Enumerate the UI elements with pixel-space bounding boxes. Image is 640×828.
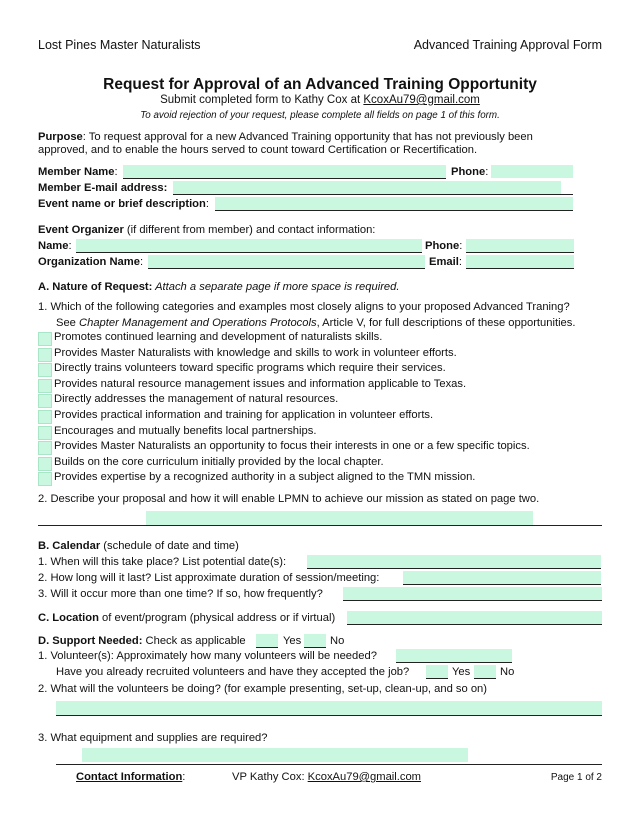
category-option-label: Provides Master Naturalists with knowledge and skills to work in volunteer efforts. (54, 346, 457, 359)
category-option-label: Provides expertise by a recognized authority in a subject aligned to the TMN mission. (54, 471, 476, 484)
organizer-email-underline (466, 268, 574, 269)
member-phone-label-text: Phone (451, 166, 486, 178)
footer-rule (56, 764, 602, 765)
section-a-heading (38, 281, 399, 293)
category-option-label: Directly addresses the management of natural resources. (54, 393, 339, 406)
section-c-heading (38, 612, 335, 624)
organizer-name-label (38, 240, 72, 252)
purpose-line1 (38, 131, 533, 143)
section-d-q1: 1. Volunteer(s): Approximately how many volunteers will be needed? (38, 650, 377, 662)
category-option-label: Promotes continued learning and development of naturalists skills. (54, 331, 383, 343)
footer-contact-label (76, 771, 185, 783)
header-form-name: Advanced Training Approval Form (413, 38, 602, 52)
category-option-label: Provides practical information and training for application in volunteer efforts. (54, 409, 434, 421)
location-field[interactable] (347, 611, 602, 624)
volunteer-tasks-underline (56, 715, 602, 716)
member-email-field[interactable] (173, 181, 561, 194)
category-checkbox[interactable] (38, 363, 52, 377)
dates-underline (307, 568, 601, 569)
event-field[interactable] (215, 197, 573, 210)
section-b-q3: 3. Will it occur more than one time? If so, how frequently? (38, 588, 323, 600)
organizer-phone-label (425, 240, 462, 252)
rejection-note: To avoid rejection of your request, please complete all fields on page 1 of this form. (140, 110, 500, 121)
recruited-yes-box[interactable] (426, 665, 448, 678)
recruited-yes-label: Yes (452, 666, 471, 678)
organization-name-label-text: Organization Name (38, 256, 140, 268)
member-email-underline (173, 194, 573, 195)
section-d-q3: 3. What equipment and supplies are required? (38, 732, 268, 744)
section-a-q2: 2. Describe your proposal and how it will enable LPMN to achieve our mission as stated on page two. (38, 493, 540, 505)
member-name-underline (123, 178, 446, 179)
organizer-name-underline (76, 252, 422, 253)
section-a-q1-line1: 1. Which of the following categories and examples most closely aligns to your proposed Advanced Traning? (38, 301, 570, 313)
organizer-heading-rest: (if different from member) and contact information: (123, 224, 376, 236)
submit-email-link[interactable]: KcoxAu79@gmail.com (363, 94, 480, 106)
support-no-label: No (330, 635, 345, 647)
volunteer-count-field[interactable] (396, 649, 512, 662)
proposal-description-field[interactable] (146, 511, 533, 525)
organization-name-field[interactable] (148, 255, 425, 268)
proposal-underline (38, 525, 602, 526)
purpose-line2: approved, and to enable the hours served to count toward Certification or Recertification. (38, 144, 478, 156)
organization-name-underline (148, 268, 425, 269)
category-checkbox[interactable] (38, 472, 52, 486)
category-checkbox[interactable] (38, 426, 52, 440)
organizer-phone-underline (466, 252, 574, 253)
q1-protocols-ref: Chapter Management and Operations Protocols (79, 317, 317, 329)
event-underline (215, 210, 573, 211)
purpose-label: Purpose (38, 131, 83, 143)
category-checkbox[interactable] (38, 441, 52, 455)
colon: : (68, 240, 72, 252)
event-label-text: Event name or brief description (38, 198, 206, 210)
organizer-phone-label-text: Phone (425, 240, 460, 252)
section-b-q2: 2. How long will it last? List approximate duration of session/meeting: (38, 572, 380, 584)
category-checkbox[interactable] (38, 410, 52, 424)
support-yes-label: Yes (283, 635, 302, 647)
submit-line (0, 94, 640, 106)
organization-name-label (38, 256, 143, 268)
footer-contact-label-text: Contact Information (76, 771, 183, 783)
support-yes-underline (256, 647, 278, 648)
organizer-heading-bold: Event Organizer (38, 224, 124, 236)
duration-field[interactable] (403, 571, 601, 584)
organizer-heading (38, 224, 375, 236)
section-d-q2: 2. What will the volunteers be doing? (for example presenting, set-up, clean-up, and so on) (38, 683, 487, 695)
frequency-field[interactable] (343, 587, 602, 600)
category-checkbox[interactable] (38, 457, 52, 471)
member-phone-label (451, 166, 488, 178)
section-a-heading-note: Attach a separate page if more space is required. (152, 281, 400, 293)
colon: : (459, 240, 463, 252)
member-name-label (38, 166, 118, 178)
support-no-box[interactable] (304, 634, 326, 647)
volunteer-tasks-field[interactable] (56, 701, 602, 715)
duration-underline (403, 584, 601, 585)
frequency-underline (343, 600, 602, 601)
section-d-heading-rest: Check as applicable (142, 635, 246, 647)
category-checkbox[interactable] (38, 332, 52, 346)
section-b-heading-bold: B. Calendar (38, 540, 101, 552)
footer-vp (232, 771, 421, 783)
category-option-label: Provides Master Naturalists an opportunity to focus their interests in one or a few specific topics. (54, 440, 530, 453)
page-number: Page 1 of 2 (550, 772, 602, 783)
colon: : (182, 771, 186, 783)
header-org: Lost Pines Master Naturalists (38, 38, 201, 52)
member-email-label (38, 182, 167, 194)
organizer-email-label (429, 256, 462, 268)
colon: : (458, 256, 462, 268)
section-a-q1-line2 (56, 317, 575, 329)
category-option-label: Builds on the core curriculum initially provided by the local chapter. (54, 455, 384, 468)
q1-line2-rest: , Article V, for full descriptions of these opportunities. (316, 317, 576, 329)
submit-prefix: Submit completed form to Kathy Cox at (160, 94, 364, 106)
organizer-email-field[interactable] (466, 255, 574, 268)
section-a-heading-bold: A. Nature of Request: (38, 281, 153, 293)
location-underline (347, 624, 602, 625)
section-b-q1: 1. When will this take place? List potential date(s): (38, 556, 287, 568)
volunteer-count-underline (396, 662, 512, 663)
q1-see: See (56, 317, 80, 329)
category-checkbox[interactable] (38, 379, 52, 393)
recruited-yes-underline (426, 678, 448, 679)
category-checkbox[interactable] (38, 394, 52, 408)
section-b-heading (38, 540, 239, 552)
event-label (38, 198, 209, 210)
member-email-label-text: Member E-mail address: (38, 182, 168, 194)
category-option-label: Provides natural resource management issues and information applicable to Texas. (54, 377, 467, 390)
colon: : (139, 256, 144, 268)
recruited-no-underline (474, 678, 496, 679)
member-name-field[interactable] (123, 165, 446, 178)
page-title: Request for Approval of an Advanced Training Opportunity (103, 76, 537, 93)
purpose-text-1: : To request approval for a new Advanced Training opportunity that has not previously been (82, 131, 533, 143)
support-no-underline (304, 647, 326, 648)
organizer-phone-field[interactable] (466, 239, 574, 252)
category-checkbox[interactable] (38, 348, 52, 362)
section-c-heading-bold: C. Location (38, 612, 99, 624)
section-d-heading (38, 635, 246, 647)
colon: : (114, 166, 118, 178)
footer-vp-email-link[interactable]: KcoxAu79@gmail.com (307, 771, 422, 783)
colon: : (485, 166, 489, 178)
equipment-field[interactable] (82, 748, 468, 762)
organizer-email-label-text: Email (429, 256, 459, 268)
recruited-no-label: No (500, 666, 515, 678)
organizer-name-field[interactable] (76, 239, 422, 252)
colon: : (205, 198, 209, 210)
section-c-heading-rest: of event/program (physical address or if virtual) (98, 612, 336, 624)
section-b-heading-rest: (schedule of date and time) (100, 540, 239, 552)
recruited-no-box[interactable] (474, 665, 496, 678)
member-name-label-text: Member Name (38, 166, 115, 178)
section-d-heading-bold: D. Support Needed: (38, 635, 143, 647)
support-yes-box[interactable] (256, 634, 278, 647)
member-phone-field[interactable] (491, 165, 573, 178)
organizer-name-label-text: Name (38, 240, 69, 252)
section-d-q1b: Have you already recruited volunteers and have they accepted the job? (56, 666, 410, 678)
footer-vp-prefix: VP Kathy Cox: (232, 771, 308, 783)
category-option-label: Encourages and mutually benefits local partnerships. (54, 424, 317, 437)
category-option-label: Directly trains volunteers toward specific programs which require their services. (54, 362, 446, 375)
dates-field[interactable] (307, 555, 601, 568)
